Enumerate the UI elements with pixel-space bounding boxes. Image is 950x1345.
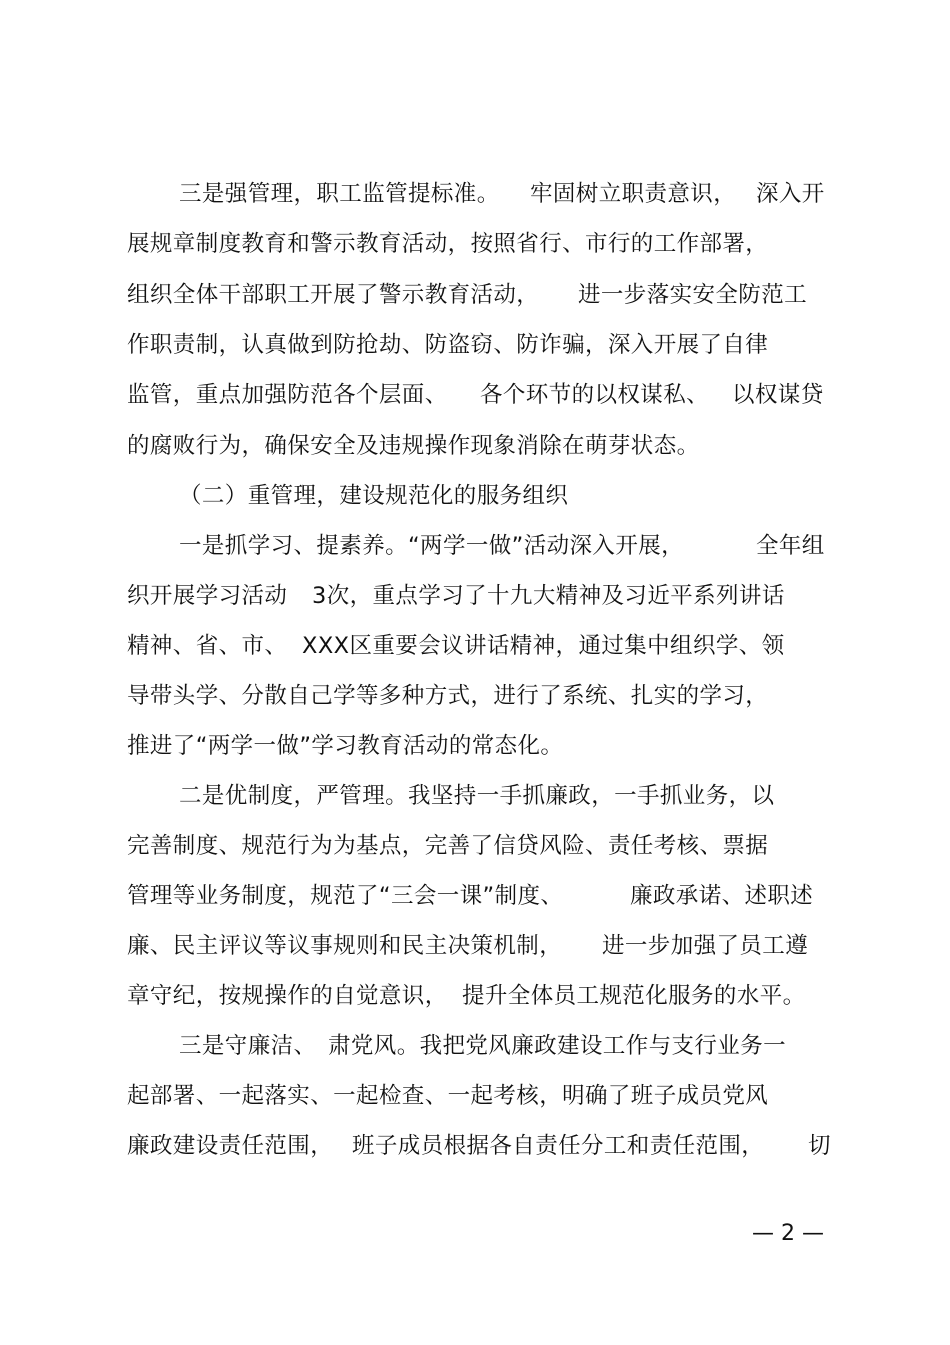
- text-line: 起部署、一起落实、一起检查、一起考核，明确了班子成员党风: [127, 1083, 769, 1109]
- text-line: 的腐败行为，确保安全及违规操作现象消除在萌芽状态。: [127, 433, 700, 459]
- text-line: 三是强管理，职工监管提标准。: [179, 181, 500, 207]
- text-line: 章守纪，按规操作的自觉意识，: [127, 983, 448, 1009]
- text-line: 管理等业务制度，规范了“三会一课”制度、: [127, 883, 564, 909]
- text-line: 二是优制度，严管理。我坚持一手抓廉政，一手抓业务，以: [179, 783, 775, 809]
- text-line: 以权谋贷: [732, 382, 824, 408]
- section-heading: （二）重管理，建设规范化的服务组织: [179, 483, 569, 509]
- text-line: 完善制度、规范行为为基点，完善了信贷风险、责任考核、票据: [127, 833, 769, 859]
- text-line: 廉政建设责任范围，: [127, 1133, 334, 1159]
- text-line: 一是抓学习、提素养。“两学一做”活动深入开展，: [179, 533, 685, 559]
- text-line: XXX区重要会议讲话精神，通过集中组织学、领: [302, 633, 785, 659]
- text-line: 廉、民主评议等议事规则和民主决策机制，: [127, 933, 563, 959]
- text-line: 全年组: [756, 533, 825, 559]
- text-line: 监管，重点加强防范各个层面、: [127, 382, 448, 408]
- text-line: 展规章制度教育和警示教育活动，按照省行、市行的工作部署，: [127, 231, 769, 257]
- text-line: 进一步落实安全防范工: [578, 282, 808, 308]
- text-line: 3次，重点学习了十九大精神及习近平系列讲话: [312, 583, 785, 609]
- text-line: 组织全体干部职工开展了警示教育活动，: [127, 282, 540, 308]
- text-line: 肃党风。我把党风廉政建设工作与支行业务一: [328, 1033, 787, 1059]
- text-line: 精神、省、市、: [127, 633, 288, 659]
- text-line: 切: [808, 1133, 831, 1159]
- text-line: 班子成员根据各自责任分工和责任范围，: [352, 1133, 765, 1159]
- text-line: 各个环节的以权谋私、: [480, 382, 710, 408]
- text-line: 织开展学习活动: [127, 583, 288, 609]
- text-line: 推进了“两学一做”学习教育活动的常态化。: [127, 733, 564, 759]
- text-line: 三是守廉洁、: [179, 1033, 317, 1059]
- text-line: 进一步加强了员工遵: [602, 933, 809, 959]
- text-line: 提升全体员工规范化服务的水平。: [462, 983, 806, 1009]
- text-line: 导带头学、分散自己学等多种方式，进行了系统、扎实的学习，: [127, 683, 769, 709]
- text-line: 廉政承诺、述职述: [630, 883, 814, 909]
- text-line: 深入开: [756, 181, 825, 207]
- text-line: 牢固树立职责意识，: [530, 181, 737, 207]
- text-line: 作职责制，认真做到防抢劫、防盗窃、防诈骗，深入开展了自律: [127, 332, 769, 358]
- page-number: — 2 —: [752, 1221, 824, 1246]
